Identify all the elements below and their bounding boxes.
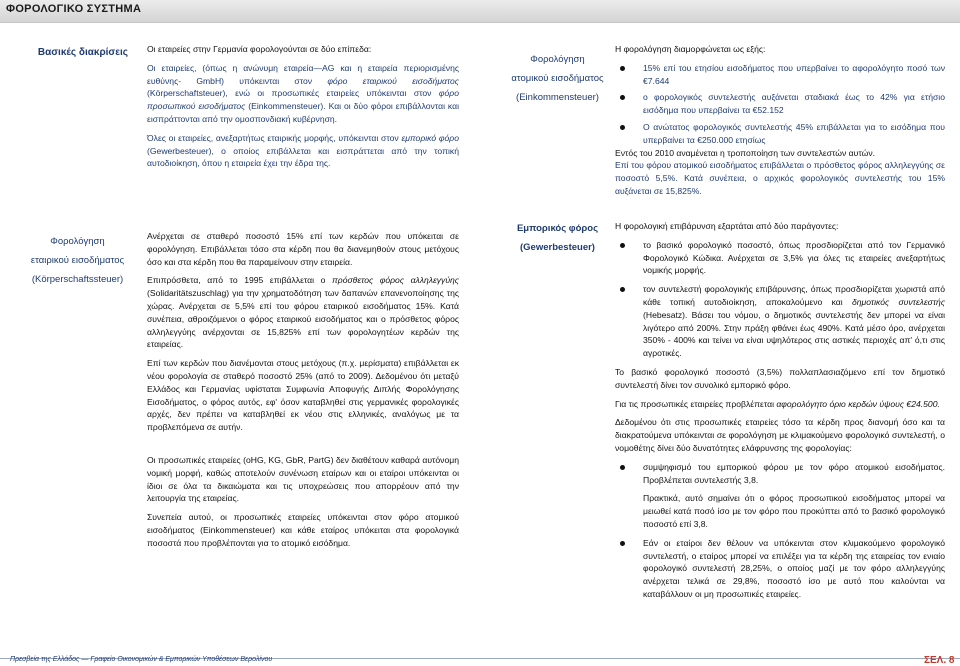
- row1-mid-label: [500, 50, 615, 107]
- footer-source: Πρεσβεία της Ελλάδος — Γραφείο Οικονομικών & Εμπορικών Υποθέσεων Βερολίνου: [10, 656, 273, 663]
- row1-mid-label-line2: ατομικού εισοδήματος: [511, 73, 604, 84]
- list-item: [615, 283, 945, 360]
- row1-right-text: [615, 43, 945, 198]
- row2-bullet2-text-b: (Hebesatz). Βάσει του νόμου, ο δημοτικός συντελεστής δεν μπορεί να είναι λιγότερο από 200%. Στην πράξη φθάνει έως 490%. Κατά μέσο όρο, ανέρχεται 350% - 400% και τείνει να είναι υψηλότερος στις αστικές περιοχές απ' ό,τι στις αγροτικές.: [643, 309, 945, 359]
- list-item: Ο ανώτατος φορολογικός συντελεστής 45% επιβάλλεται για το εισόδημα που υπερβαίνει τα €250.000 ετησίως: [615, 121, 945, 147]
- row2-p2-italic: πρόσθετος φόρος αλληλεγγύης: [332, 275, 459, 286]
- row1-para2: [147, 132, 459, 170]
- row1-para1-italic-b: φόρο προσωπικού εισοδήματος: [147, 88, 459, 112]
- row1-label: Βασικές διακρίσεις: [37, 47, 128, 58]
- page-number: ΣΕΛ. 8: [924, 655, 955, 666]
- row2-bullet1-text: το βασικό φορολογικό ποσοστό, όπως προσδιορίζεται από τον Γερμανικό Φορολογικό Κώδικα. Ανέρχεται σε 3,5% για όλες τις εταιρείες ανεξαρτήτως νομικής μορφής.: [643, 239, 945, 276]
- row1-mid-label-line1: Φορολόγηση: [530, 54, 585, 65]
- row2-p4: Οι προσωπικές εταιρείες (oHG, KG, GbR, PartG) δεν διαθέτουν καθαρά αυτόνομη νομική μορφή, καθώς αποτελούν συνένωση εταίρων και οι εταίροι υπόκεινται οι ίδιοι σε όλα τα δικαιώματα και τις υποχρεώσεις που απορρέουν από την λειτουργία της εταιρείας.: [147, 455, 459, 504]
- row1-para2-text-a: Όλες οι εταιρείες, ανεξαρτήτως εταιρικής μορφής, υπόκεινται στον: [147, 132, 402, 143]
- row2-bullet2-text-a: τον συντελεστή φορολογικής επιβάρυνσης, όπως προσδιορίζεται χωριστά από κάθε τοπική αυτοδιοίκηση, αποκαλούμενο και: [643, 284, 945, 307]
- row1-para1: [147, 62, 459, 126]
- row1-main-text: [147, 43, 459, 170]
- row2-factor-list: [615, 239, 945, 360]
- row2-p2-text-b: (Solidaritätszuschlag) για την χρηματοδότηση των δαπανών επανενοποίησης της χώρας. Ανέρχεται σε 5,5% επί του φόρου εταιρικού εισοδήματος 15%. Κατά συνέπεια, αθροιζόμενοι ο φόρος εταιρικού εισοδήματος και ο πρόσθετος φόρος αλληλεγγύης ανέρχονται σε 15,825% επί των φορολογητέων κερδών της εταιρείας.: [147, 288, 459, 350]
- list-item: [615, 461, 945, 531]
- list-item: ο φορολογικός συντελεστής αυξάνεται σταδιακά έως το 42% για ετήσιο εισόδημα που υπερβαίνει τα €52.152: [615, 91, 945, 117]
- row2-label: [20, 232, 135, 289]
- row2-p-after3: Δεδομένου ότι στις προσωπικές εταιρείες τόσο τα κέρδη προς διανομή όσο και τα διακρατούμενα υπόκεινται σε φορολόγηση με κλιμακούμενο φορολογικό συντελεστή, ο νομοθέτης δίνει δύο δυνατότητες ελάφρυνσης της φορολογίας:: [615, 417, 945, 453]
- list-item: 15% επί του ετησίου εισοδήματος που υπερβαίνει το αφορολόγητο ποσό των €7.644: [615, 62, 945, 88]
- row2-sub-bullet2-text: Εάν οι εταίροι δεν θέλουν να υπόκεινται στον κλιμακούμενο φορολογικό συντελεστή, ο εταίρος μπορεί να επιλέξει για τα κέρδη της εταιρείας τον ενιαίο φορολογικό συντελεστή 28,25%, ο οποίος μαζί με τον φόρο αλληλεγγύης ανέρχεται τελικά σε 29,8%, ποσοστό ίσο με αυτό που καλούνται να καταβάλλουν οι μη προσωπικές εταιρείες.: [643, 537, 945, 599]
- row1-para1-italic-a: φόρο εταιρικού εισοδήματος: [327, 75, 459, 86]
- row2-mid-label: [500, 219, 615, 257]
- row1-para2-text-b: (Gewerbesteuer), ο οποίος επιβάλλεται και εισπράττεται από την τοπική αυτοδιοίκηση, όπου η εταιρεία έχει την έδρα της.: [147, 145, 459, 169]
- row2-main-text: [147, 230, 459, 434]
- list-item: [615, 239, 945, 277]
- row1-bullet-list: [615, 62, 945, 147]
- row2-relief-list: [615, 461, 945, 601]
- row2-label-line1: Φορολόγηση: [50, 236, 105, 247]
- list-item: [615, 537, 945, 601]
- header-bar: [0, 0, 960, 23]
- row1-para1-text-c: (Einkommensteuer). Και οι δύο φόροι επιβάλλονται και εισπράττονται από την ομοσπονδιακή κυβέρνηση.: [147, 101, 460, 124]
- row2-p2-text-a: Επιπρόσθετα, από το 1995 επιβάλλεται ο: [147, 275, 333, 286]
- row2-label-line3: (Körperschaftssteuer): [31, 274, 124, 285]
- row2-right-text: [615, 220, 945, 601]
- row2-p2: [147, 274, 459, 351]
- page-title: ΦΟΡΟΛΟΓΙΚΟ ΣΥΣΤΗΜΑ: [6, 3, 142, 15]
- row2-p-after2-text: Για τις προσωπικές εταιρείες προβλέπεται: [615, 398, 777, 409]
- row2-p5: Συνεπεία αυτού, οι προσωπικές εταιρείες υπόκεινται στον φόρο ατομικού εισοδήματος (Einkommensteuer) και κάθε εταίρος υπόκειται στα φορολογικά ποσοστά που προβλέπονται για το ατομικό εισόδημα.: [147, 512, 459, 548]
- row2-mid-label-line2: (Gewerbesteuer): [520, 242, 595, 253]
- row1-para1-text-b: (Körperschaftsteuer), ενώ οι προσωπικές εταιρείες υπόκεινται στον: [147, 88, 439, 99]
- row1-intro: Οι εταιρείες στην Γερμανία φορολογούνται σε δύο επίπεδα:: [147, 44, 372, 54]
- row1-para2-italic: εμπορικό φόρο: [401, 132, 459, 143]
- row2-sub-bullet1-text: συμψηφισμό του εμπορικού φόρου με τον φόρο ατομικού εισοδήματος. Προβλέπεται συντελεστής 3,8.: [643, 461, 945, 485]
- row2-p-after1: Το βασικό φορολογικό ποσοστό (3,5%) πολλαπλασιαζόμενο επί τον δημοτικό συντελεστή δίνει τον συνολικό εμπορικό φόρο.: [615, 366, 945, 390]
- row2-p1: Ανέρχεται σε σταθερό ποσοστό 15% επί των κερδών που υπόκειται σε φορολόγηση. Επιβάλλεται τόσο στα κέρδη που θα διανεμηθούν στους μετόχους όσο και στα κέρδη που θα παραμείνουν στην εταιρεία.: [147, 231, 459, 267]
- row1-right-intro: Η φορολόγηση διαμορφώνεται ως εξής:: [615, 44, 766, 54]
- row2-right-intro: Η φορολογική επιβάρυνση εξαρτάται από δύο παράγοντες:: [615, 221, 839, 231]
- row2-personal-text: [147, 454, 459, 550]
- row1-mid-label-line3: (Einkommensteuer): [516, 92, 599, 103]
- row1-right-p1: Εντός του 2010 αναμένεται η τροποποίηση των συντελεστών αυτών.: [615, 147, 876, 158]
- row2-p-after2: [615, 398, 945, 411]
- row2-mid-label-line1: Εμπορικός φόρος: [516, 223, 599, 234]
- row1-para1-text-a: Οι εταιρείες, (όπως η ανώνυμη εταιρεία—AG και η εταιρεία περιορισμένης ευθύνης- GmbH) υπόκεινται στον: [147, 62, 459, 86]
- row1-right-p2: Επί του φόρου ατομικού εισοδήματος επιβάλλεται ο πρόσθετος φόρος αλληλεγγύης σε ποσοστό 5,5%. Κατά συνέπεια, ο αρχικός φορολογικός συντελεστής του 15% αυξάνεται σε 15,825%.: [615, 160, 945, 196]
- row2-label-line2: εταιρικού εισοδήματος: [30, 255, 125, 266]
- row2-sub-bullet1-more: Πρακτικά, αυτό σημαίνει ότι ο φόρος προσωπικού εισοδήματος μπορεί να μειωθεί κατά ποσό ίσο με τον φόρο που προκύπτει από το βασικό φορολογικό ποσοστό επί 3,8.: [643, 493, 945, 529]
- row2-bullet2-italic: δημοτικός συντελεστής: [851, 296, 946, 307]
- row2-p3: Επί των κερδών που διανέμονται στους μετόχους (π.χ. μερίσματα) επιβάλλεται εκ νέου φορολογία σε σταθερό ποσοστό 25% (από το 2009). Δεδομένου ότι μεταξύ Ελλάδος και Γερμανίας υφίσταται Συμφωνία Αποφυγής Διπλής Φορολόγησης Εισοδήματος, ο φόρος αυτός, εφ' όσον καταβληθεί στις γερμανικές φορολογικές αρχές, δεν πρέπει να καταβληθεί εκ νέου στις ελληνικές, αναλόγως με τα προβλεπόμενα σε αυτήν.: [147, 358, 459, 433]
- row2-p-after2-italic: αφορολόγητο όριο κερδών ύψους €24.500.: [776, 398, 940, 409]
